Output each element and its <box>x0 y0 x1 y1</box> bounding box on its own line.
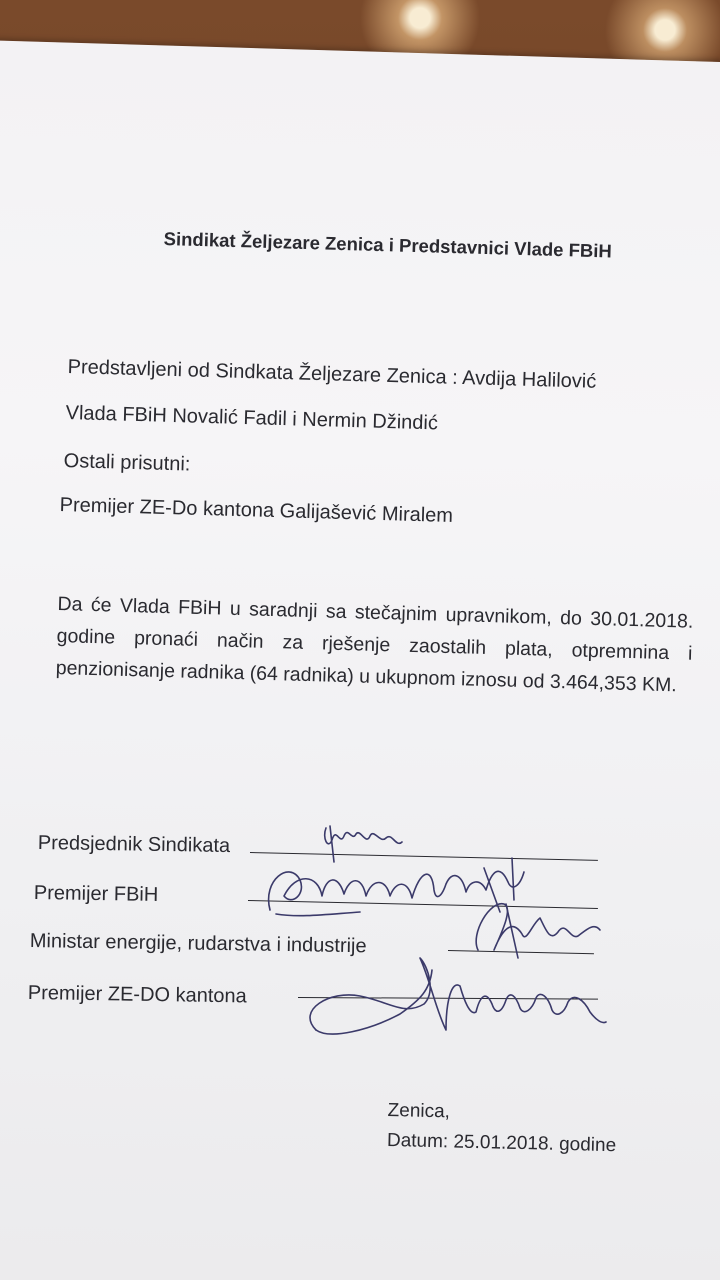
document-title: Sindikat Željezare Zenica i Predstavnici Vlade FBiH <box>163 228 613 262</box>
signatory-label-canton-premier: Premijer ZE-DO kantona <box>27 982 247 1008</box>
signatory-label-energy-minister: Ministar energije, rudarstva i industrije <box>29 930 367 958</box>
signature-line-fbih-premier <box>248 900 598 909</box>
signature-line-union-president <box>250 852 598 861</box>
place: Zenica, <box>387 1099 451 1123</box>
attendee-union: Predstavljeni od Sindkata Željezare Zenica : Avdija Halilović <box>67 356 597 393</box>
signature-union-president <box>325 828 402 844</box>
signature-line-energy-minister <box>448 950 594 954</box>
attendee-canton-premier: Premijer ZE-Do kantona Galijašević Miralem <box>59 494 454 527</box>
signature-line-canton-premier <box>298 997 598 1000</box>
signature-energy-minister <box>476 904 600 950</box>
agreement-paragraph: Da će Vlada FBiH u saradnji sa stečajnim upravnikom, do 30.01.2018. godine pronaći način za rješenje zaostalih plata, otpremnina i penzionisanje radnika (64 radnika) u ukupnom iznosu od 3.464,353 KM. <box>55 592 694 697</box>
others-present-label: Ostali prisutni: <box>63 450 191 476</box>
date: Datum: 25.01.2018. godine <box>386 1129 617 1157</box>
signatory-label-fbih-premier: Premijer FBiH <box>33 882 159 906</box>
attendee-government: Vlada FBiH Novalić Fadil i Nermin Džindić <box>65 402 439 435</box>
place-and-date <box>387 1096 618 1161</box>
signature-canton-premier <box>310 958 606 1030</box>
signatory-label-union-president: Predsjednik Sindikata <box>37 832 231 858</box>
